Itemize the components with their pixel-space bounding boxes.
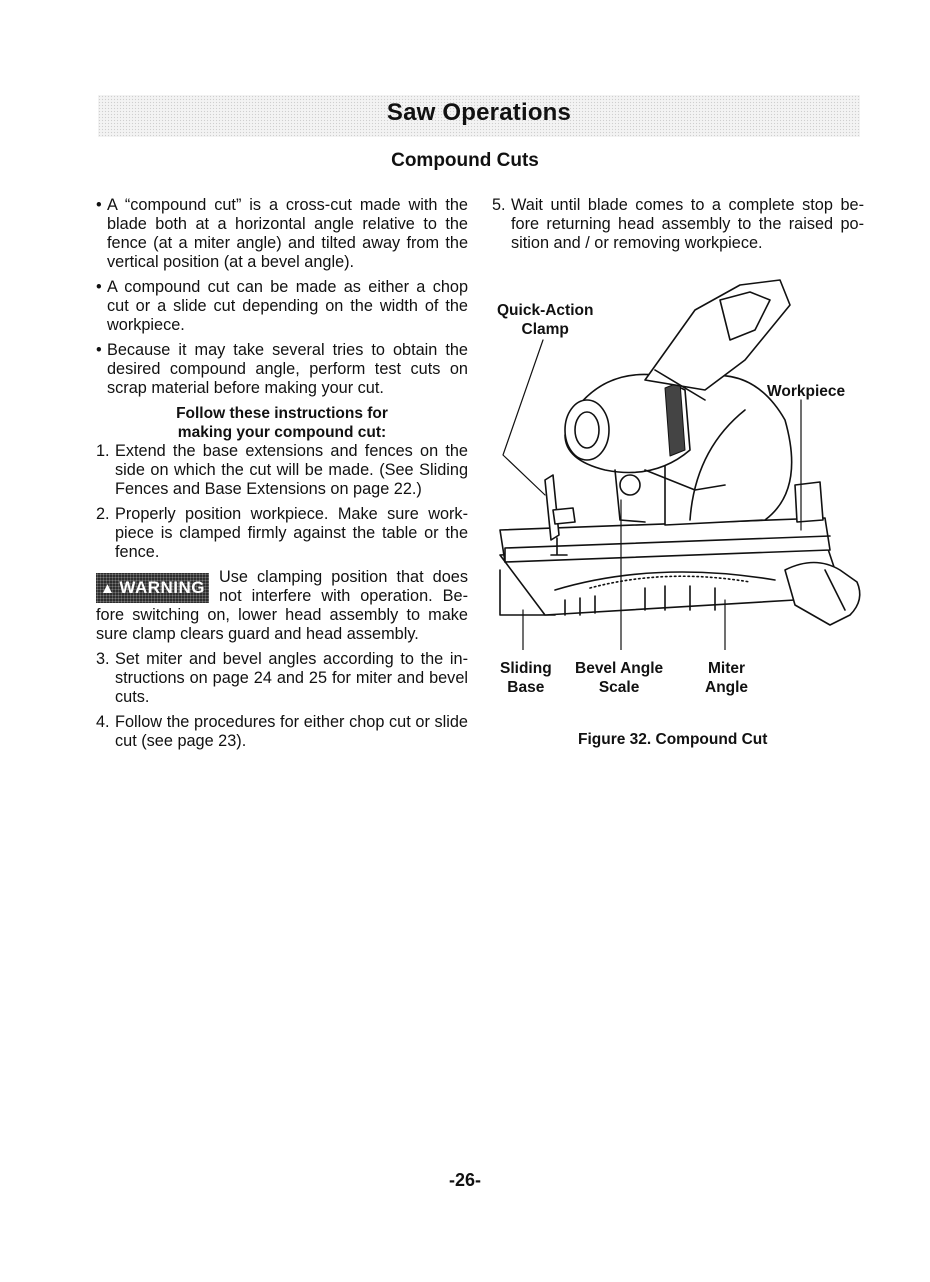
step-text: Set miter and bevel angles according to the in-structions on page 24 and 25 for miter and bevel cuts.: [115, 650, 468, 706]
instructions-heading-line: Follow these instructions for: [176, 405, 388, 422]
warning-label: WARNING: [119, 578, 206, 597]
bullet-marker: •: [96, 196, 102, 214]
label-quick-action-clamp: [497, 301, 593, 339]
bullet-item: [96, 278, 468, 335]
bullet-text: A “compound cut” is a cross-cut made with the blade both at a horizontal angle relative to the fence (at a miter angle) and tilted away from the vertical position (at a bevel angle).: [107, 196, 468, 271]
step-text: Extend the base extensions and fences on the side on which the cut will be made. (See Sliding Fences and Base Extensions on page 22.): [115, 442, 468, 498]
label-line: Scale: [598, 679, 640, 696]
label-workpiece: Workpiece: [767, 383, 846, 400]
step-item: [492, 196, 864, 253]
label-line: Miter: [708, 660, 746, 677]
label-line: Base: [507, 679, 545, 696]
warning-badge: [96, 573, 209, 603]
instructions-heading: [96, 404, 468, 442]
step-item: [96, 505, 468, 562]
step-number: 2.: [96, 505, 110, 523]
label-sliding-base: [500, 659, 552, 697]
label-line: Angle: [705, 679, 749, 696]
step-item: [96, 650, 468, 707]
figure-caption: Figure 32. Compound Cut: [578, 731, 768, 748]
step-number: 3.: [96, 650, 110, 668]
bullet-item: [96, 196, 468, 272]
step-text: Follow the procedures for either chop cut or slide cut (see page 23).: [115, 713, 468, 750]
step-text: Properly position workpiece. Make sure work-piece is clamped firmly against the table or the fence.: [115, 505, 468, 561]
warning-notice: [96, 568, 468, 644]
label-line: Sliding: [500, 660, 552, 677]
page-number: -26-: [448, 1170, 481, 1190]
header-band: [98, 95, 860, 137]
instructions-heading-line: making your compound cut:: [177, 424, 387, 441]
bullet-marker: •: [96, 341, 102, 359]
step-number: 1.: [96, 442, 110, 460]
warning-text: Use clamping position that does not interfere with operation. Be-fore switching on, lower head assembly to make sure clamp clears guard and head assembly.: [96, 568, 468, 643]
left-column: [96, 196, 468, 757]
label-line: Quick-Action: [497, 302, 594, 319]
bullet-text: A compound cut can be made as either a chop cut or a slide cut depending on the width of the workpiece.: [107, 278, 468, 334]
step-item: [96, 713, 468, 751]
section-title: Compound Cuts: [391, 150, 539, 171]
right-column: [492, 196, 864, 259]
bullet-text: Because it may take several tries to obtain the desired compound angle, perform test cuts on scrap material before making your cut.: [107, 341, 468, 397]
label-line: Bevel Angle: [575, 660, 664, 677]
label-miter-angle: [705, 659, 748, 697]
step-number: 5.: [492, 196, 506, 214]
step-item: [96, 442, 468, 499]
bullet-item: [96, 341, 468, 398]
warning-triangle-icon: ▲: [99, 580, 116, 597]
step-number: 4.: [96, 713, 110, 731]
page-title: Saw Operations: [386, 99, 572, 126]
step-text: Wait until blade comes to a complete stop be-fore returning head assembly to the raised po-sition and / or removing workpiece.: [511, 196, 864, 252]
miter-handle-shape: [785, 563, 860, 626]
label-line: Clamp: [521, 321, 569, 338]
label-bevel-angle-scale: [575, 659, 663, 697]
bullet-marker: •: [96, 278, 102, 296]
handle-arm-shape: [645, 280, 790, 390]
